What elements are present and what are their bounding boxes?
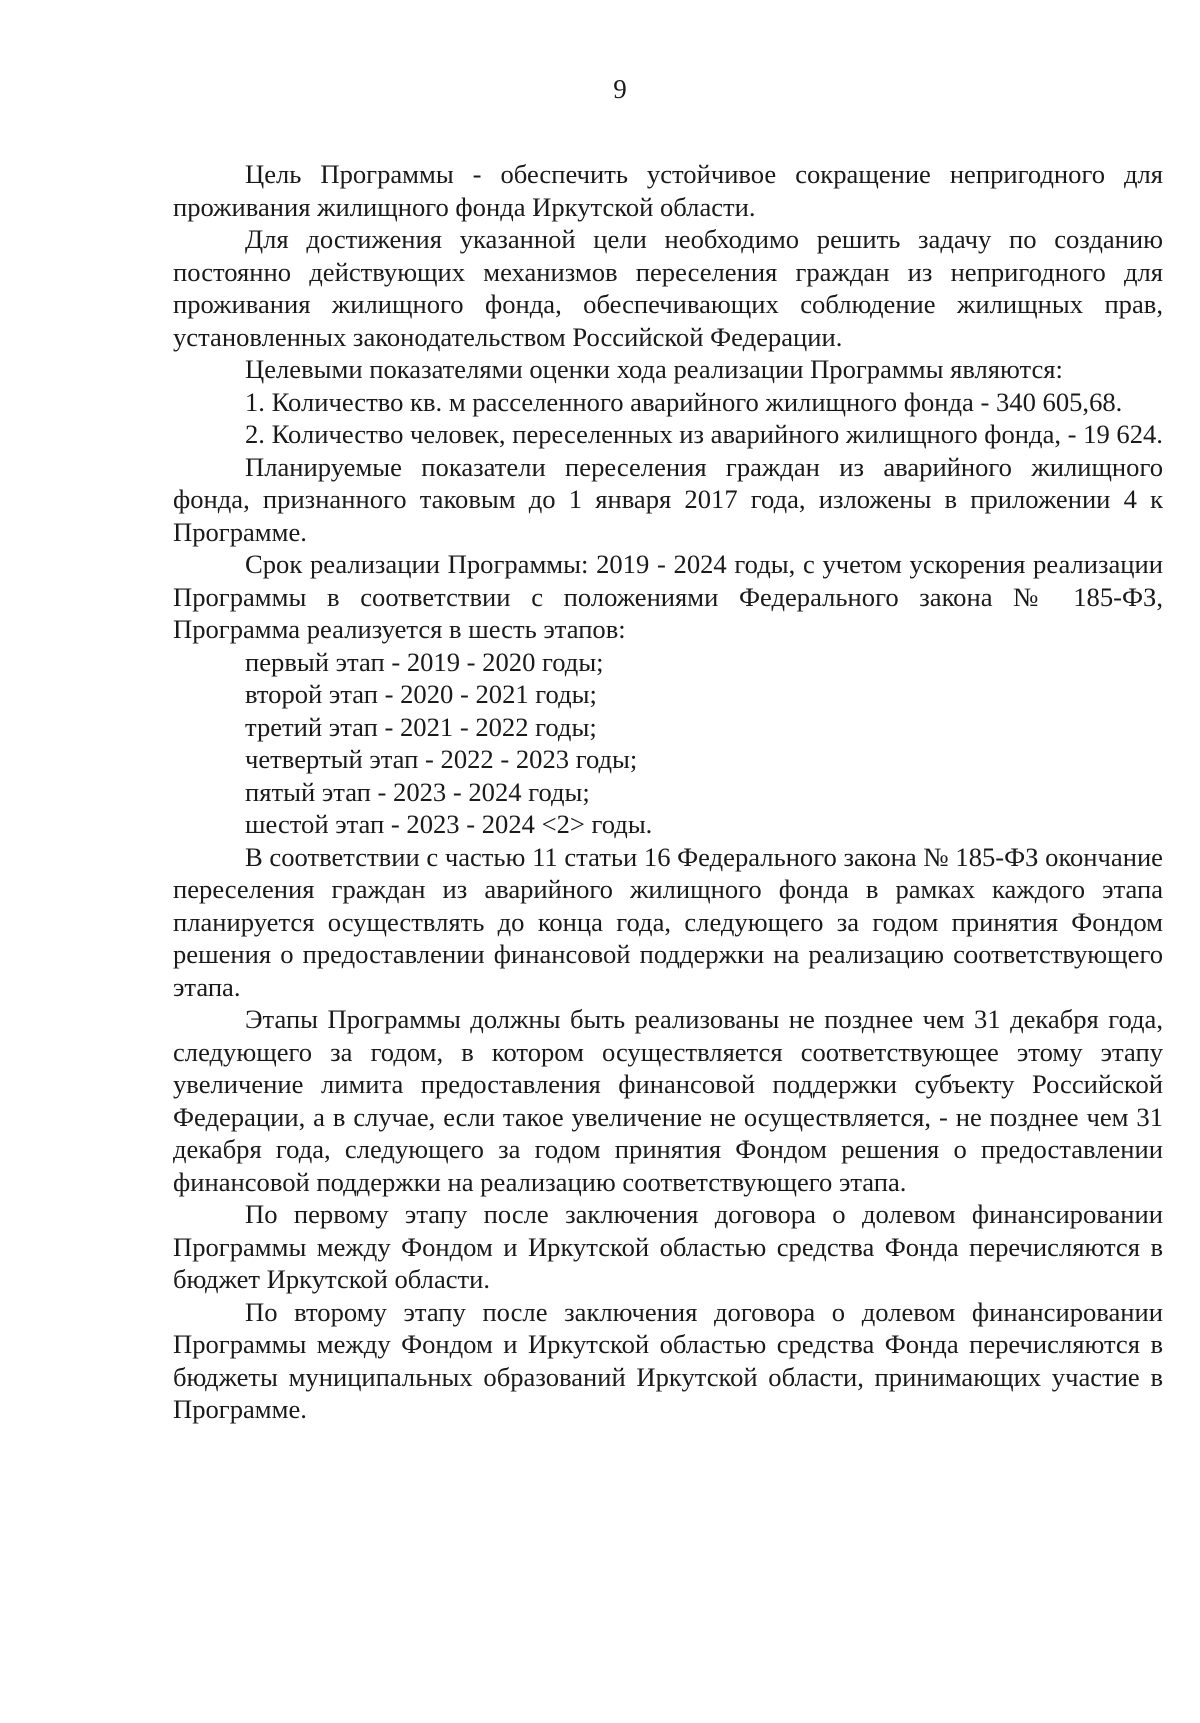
document-body (173, 158, 1163, 1426)
paragraph-indicator-2: 2. Количество человек, переселенных из аварийного жилищного фонда, - 19 624. (245, 419, 1163, 449)
paragraph-stage-deadline: Этапы Программы должны быть реализованы не позднее чем 31 декабря года, следующего за годом, в котором осуществляется соответствующее этому этапу увеличение лимита предоставления финансовой поддержки субъекту Российской Федерации, а в случае, если такое увеличение не осуществляется, - не позднее чем 31 декабря года, следующего за годом принятия Фондом решения о предоставлении финансовой поддержки на реализацию соответствующего этапа. (173, 1004, 1163, 1197)
paragraph-resettlement-end: В соответствии с частью 11 статьи 16 Федерального закона № 185-ФЗ окончание переселения граждан из аварийного жилищного фонда в рамках каждого этапа планируется осуществлять до конца года, следующего за годом принятия Фондом решения о предоставлении финансовой поддержки на реализацию соответствующего этапа. (173, 841, 1163, 1002)
stage-item: второй этап - 2020 - 2021 годы; (245, 679, 597, 709)
page-number: 9 (613, 74, 627, 104)
stage-item: третий этап - 2021 - 2022 годы; (245, 711, 597, 742)
stage-item: пятый этап - 2023 - 2024 годы; (245, 776, 590, 807)
paragraph-task: Для достижения указанной цели необходимо решить задачу по созданию постоянно действующих механизмов переселения граждан из непригодного для проживания жилищного фонда, обеспечивающих соблюдение жилищных прав, установленных законодательством Российской Федерации. (173, 224, 1163, 352)
stage-item: первый этап - 2019 - 2020 годы; (245, 646, 604, 677)
paragraph-goal: Цель Программы - обеспечить устойчивое сокращение непригодного для проживания жилищного фонда Иркутской области. (173, 159, 1163, 222)
paragraph-planned-indicators: Планируемые показатели переселения граждан из аварийного жилищного фонда, признанного таковым до 1 января 2017 года, изложены в приложении 4 к Программе. (173, 451, 1163, 547)
paragraph-second-stage-funding: По второму этапу после заключения договора о долевом финансировании Программы между Фондом и Иркутской областью средства Фонда перечисляются в бюджеты муниципальных образований Иркутской области, принимающих участие в Программе. (173, 1296, 1163, 1424)
paragraph-indicator-1: 1. Количество кв. м расселенного аварийного жилищного фонда - 340 605,68. (245, 386, 1123, 417)
paragraph-indicators-intro: Целевыми показателями оценки хода реализации Программы являются: (245, 354, 1063, 384)
stage-item: шестой этап - 2023 - 2024 <2> годы. (245, 809, 653, 839)
stage-item: четвертый этап - 2022 - 2023 годы; (245, 744, 638, 774)
paragraph-term: Срок реализации Программы: 2019 - 2024 годы, с учетом ускорения реализации Программы в соответствии с положениями Федерального закона № 185-ФЗ, Программа реализуется в шесть этапов: (173, 549, 1163, 644)
paragraph-first-stage-funding: По первому этапу после заключения договора о долевом финансировании Программы между Фондом и Иркутской областью средства Фонда перечисляются в бюджет Иркутской области. (173, 1199, 1163, 1294)
